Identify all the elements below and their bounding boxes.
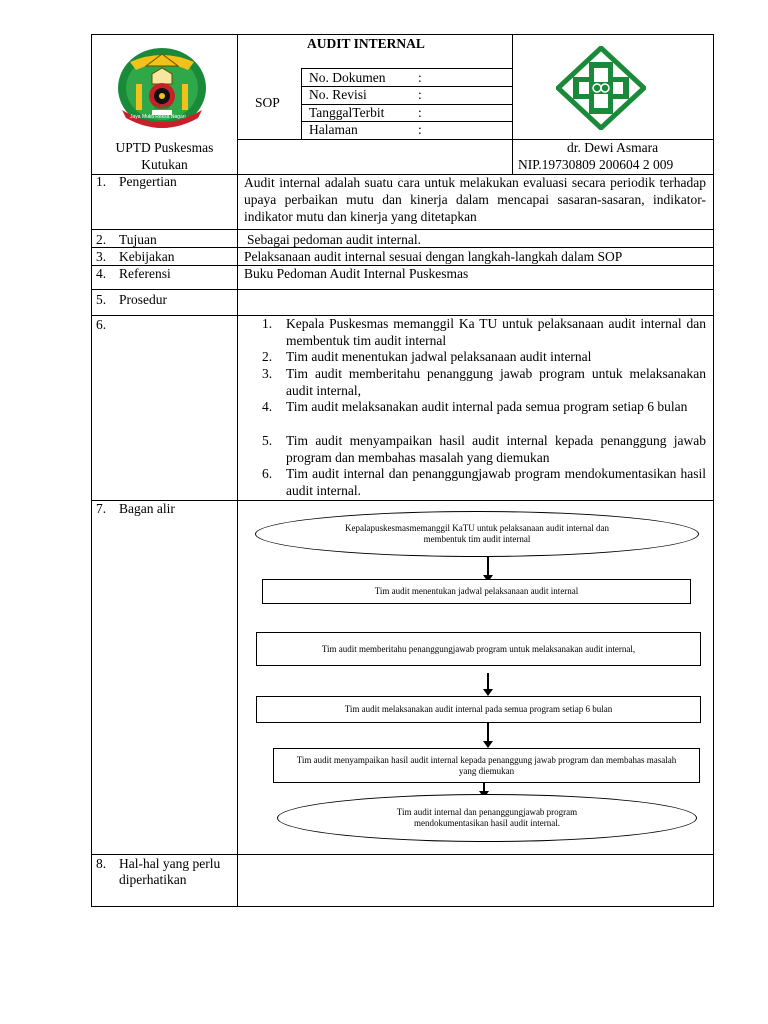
step-number: 5. [262, 433, 273, 448]
step-text: Tim audit menyampaikan hasil audit internal kepada penanggung jawab program dan membahas masalah yang diemukan [286, 433, 706, 465]
step-number: 3. [262, 366, 273, 381]
document-title: AUDIT INTERNAL [307, 36, 425, 51]
step-text: Tim audit memberitahu penanggung jawab program untuk melaksanakan audit internal, [286, 366, 706, 398]
referensi-text: Buku Pedoman Audit Internal Puskesmas [244, 266, 469, 281]
section-num-bagan: 7. [96, 501, 107, 516]
flow-step-box: Tim audit melaksanakan audit internal pada semua program setiap 6 bulan [256, 696, 701, 723]
puskesmas-logo [556, 46, 646, 130]
flow-arrow [487, 673, 489, 690]
meta-sep-halaman: : [418, 122, 422, 137]
org-name-line2: Kutukan [141, 157, 188, 172]
section-label-pengertian: Pengertian [119, 174, 177, 189]
meta-label-halaman: Halaman [309, 122, 358, 137]
flow-step-box: Tim audit menentukan jadwal pelaksanaan audit internal [262, 579, 691, 604]
flow-arrow [487, 557, 489, 576]
flow-start-ellipse: Kepalapuskesmasmemanggil KaTU untuk pelaksanaan audit internal dan membentuk tim audit internal [255, 511, 699, 557]
step-number: 1. [262, 316, 273, 331]
section-num-tujuan: 2. [96, 232, 107, 247]
kebijakan-text: Pelaksanaan audit internal sesuai dengan langkah-langkah dalam SOP [244, 249, 623, 264]
section-label-kebijakan: Kebijakan [119, 249, 175, 264]
signer-nip: NIP.19730809 200604 2 009 [518, 157, 674, 172]
section-num-referensi: 4. [96, 266, 107, 281]
meta-label-dokumen: No. Dokumen [309, 70, 386, 85]
section-num-kebijakan: 3. [96, 249, 107, 264]
emblem-motto: Jaya Mukti Reksa Nagari [130, 114, 186, 120]
meta-sep-terbit: : [418, 105, 422, 120]
flow-end-ellipse: Tim audit internal dan penanggungjawab program mendokumentasikan hasil audit internal. [277, 794, 697, 842]
section-label-bagan: Bagan alir [119, 501, 175, 516]
emblem-caption: BLORA [154, 105, 170, 110]
step-number: 6. [262, 466, 273, 481]
flow-step-box: Tim audit memberitahu penanggungjawab program untuk melaksanakan audit internal, [256, 632, 701, 666]
step-text: Tim audit internal dan penanggungjawab program mendokumentasikan hasil audit internal. [286, 466, 706, 498]
tujuan-text: Sebagai pedoman audit internal. [247, 232, 421, 247]
step-number: 4. [262, 399, 273, 414]
section-num-langkah: 6. [96, 317, 107, 332]
signer-name: dr. Dewi Asmara [567, 140, 659, 155]
section-label-hal-cont: diperhatikan [119, 872, 187, 887]
step-text: Kepala Puskesmas memanggil Ka TU untuk pelaksanaan audit internal dan membentuk tim audit internal [286, 316, 706, 348]
blora-emblem-logo [116, 44, 208, 132]
step-text: Tim audit melaksanakan audit internal pada semua program setiap 6 bulan [286, 399, 688, 414]
sop-label: SOP [255, 95, 280, 110]
flow-step-box: Tim audit menyampaikan hasil audit internal kepada penanggung jawab program dan membahas masalah yang diemukan [273, 748, 700, 783]
org-name-line1: UPTD Puskesmas [115, 140, 214, 155]
section-label-referensi: Referensi [119, 266, 171, 281]
section-label-tujuan: Tujuan [119, 232, 157, 247]
step-text: Tim audit menentukan jadwal pelaksanaan audit internal [286, 349, 592, 364]
pengertian-text: Audit internal adalah suatu cara untuk melakukan evaluasi secara periodik terhadap upaya perbaikan mutu dan kinerja dalam mencapai sasaran-sasaran, indikator-indikator mutu dan kinerja yang ditetapkan [244, 175, 706, 224]
section-label-prosedur: Prosedur [119, 292, 167, 307]
flow-arrow [487, 723, 489, 742]
meta-sep-revisi: : [418, 87, 422, 102]
section-num-prosedur: 5. [96, 292, 107, 307]
flow-arrow [483, 783, 485, 792]
section-num-pengertian: 1. [96, 174, 107, 189]
section-num-hal: 8. [96, 856, 107, 871]
meta-label-revisi: No. Revisi [309, 87, 367, 102]
step-number: 2. [262, 349, 273, 364]
meta-label-terbit: TanggalTerbit [309, 105, 385, 120]
section-label-hal: Hal-hal yang perlu [119, 856, 221, 871]
meta-sep-dokumen: : [418, 70, 422, 85]
